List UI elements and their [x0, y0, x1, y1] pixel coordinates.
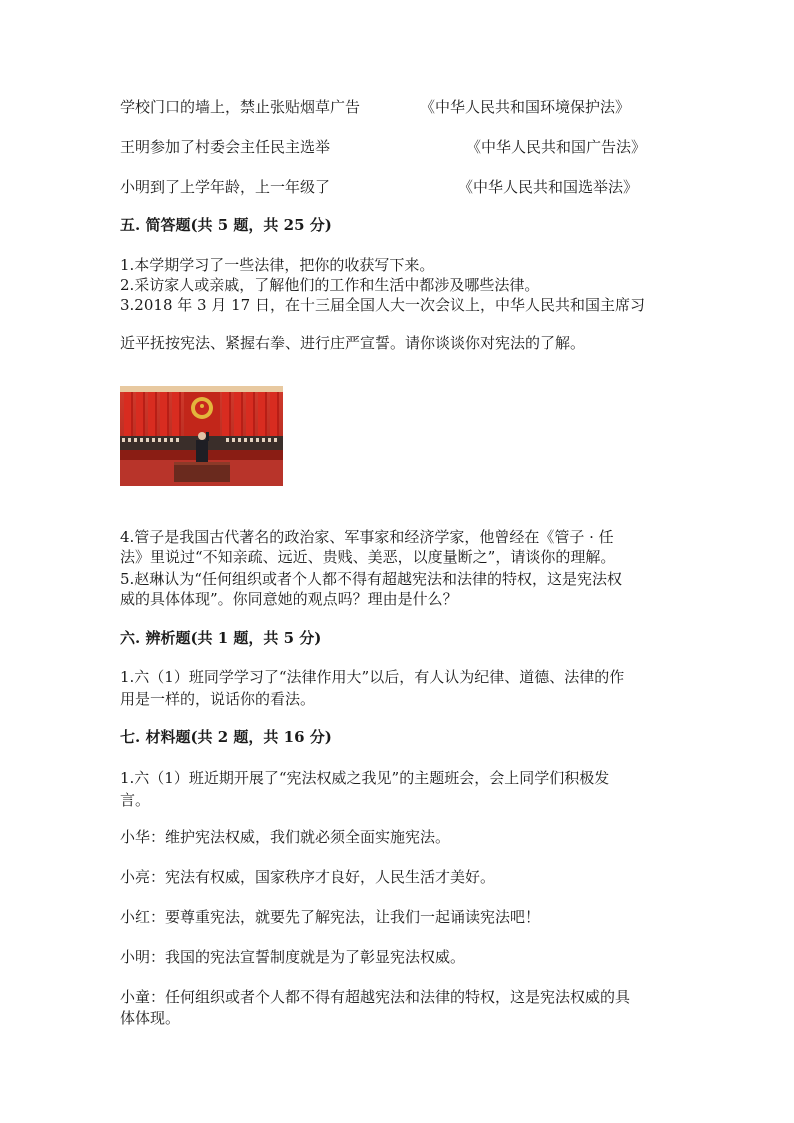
match-left-2: 王明参加了村委会主任民主选举	[120, 138, 331, 156]
section5-heading: 五. 简答题(共 5 题，共 25 分)	[120, 216, 332, 234]
match-left-1: 学校门口的墙上，禁止张贴烟草广告	[120, 98, 361, 116]
section7-heading: 七. 材料题(共 2 题，共 16 分)	[120, 728, 332, 746]
match-right-2: 《中华人民共和国广告法》	[466, 138, 647, 156]
section5-q3-line1: 3.2018 年 3 月 17 日，在十三届全国人大一次会议上，中华人民共和国主席习	[120, 296, 645, 314]
section7-q1-line1: 1.六（1）班近期开展了“宪法权威之我见”的主题班会，会上同学们积极发	[120, 769, 610, 787]
match-left-3: 小明到了上学年龄，上一年级了	[120, 178, 331, 196]
ceremony-illustration	[120, 386, 283, 486]
section6-heading: 六. 辨析题(共 1 题，共 5 分)	[120, 629, 322, 647]
section5-q5-line1: 5.赵琳认为“任何组织或者个人都不得有超越宪法和法律的特权，这是宪法权	[120, 570, 622, 588]
speaker-xiaohong: 小红：要尊重宪法，就要先了解宪法，让我们一起诵读宪法吧！	[120, 908, 541, 926]
speaker-xiaohua: 小华：维护宪法权威，我们就必须全面实施宪法。	[120, 828, 451, 846]
section5-q1: 1.本学期学习了一些法律，把你的收获写下来。	[120, 256, 435, 274]
section5-q3-line2: 近平抚按宪法、紧握右拳、进行庄严宣誓。请你谈谈你对宪法的了解。	[120, 334, 586, 352]
speaker-xiaotong-line2: 体体现。	[120, 1009, 181, 1027]
section5-q4-line2: 法》里说过“不知亲疏、远近、贵贱、美恶，以度量断之”，请谈你的理解。	[120, 548, 616, 566]
speaker-xiaoliang: 小亮：宪法有权威，国家秩序才良好，人民生活才美好。	[120, 868, 496, 886]
speaker-xiaotong-line1: 小童：任何组织或者个人都不得有超越宪法和法律的特权，这是宪法权威的具	[120, 988, 631, 1006]
match-right-3: 《中华人民共和国选举法》	[458, 178, 639, 196]
section5-q4-line1: 4.管子是我国古代著名的政治家、军事家和经济学家，他曾经在《管子 · 任	[120, 528, 614, 546]
section7-q1-line2: 言。	[120, 791, 151, 809]
section6-q1-line2: 用是一样的，说话你的看法。	[120, 690, 316, 708]
section5-q5-line2: 威的具体体现”。你同意她的观点吗？理由是什么？	[120, 590, 458, 608]
section5-q2: 2.采访家人或亲戚，了解他们的工作和生活中都涉及哪些法律。	[120, 276, 540, 294]
oath-ceremony-photo	[120, 386, 283, 486]
section6-q1-line1: 1.六（1）班同学学习了“法律作用大”以后，有人认为纪律、道德、法律的作	[120, 668, 625, 686]
match-right-1: 《中华人民共和国环境保护法》	[420, 98, 631, 116]
speaker-xiaoming: 小明：我国的宪法宣誓制度就是为了彰显宪法权威。	[120, 948, 466, 966]
